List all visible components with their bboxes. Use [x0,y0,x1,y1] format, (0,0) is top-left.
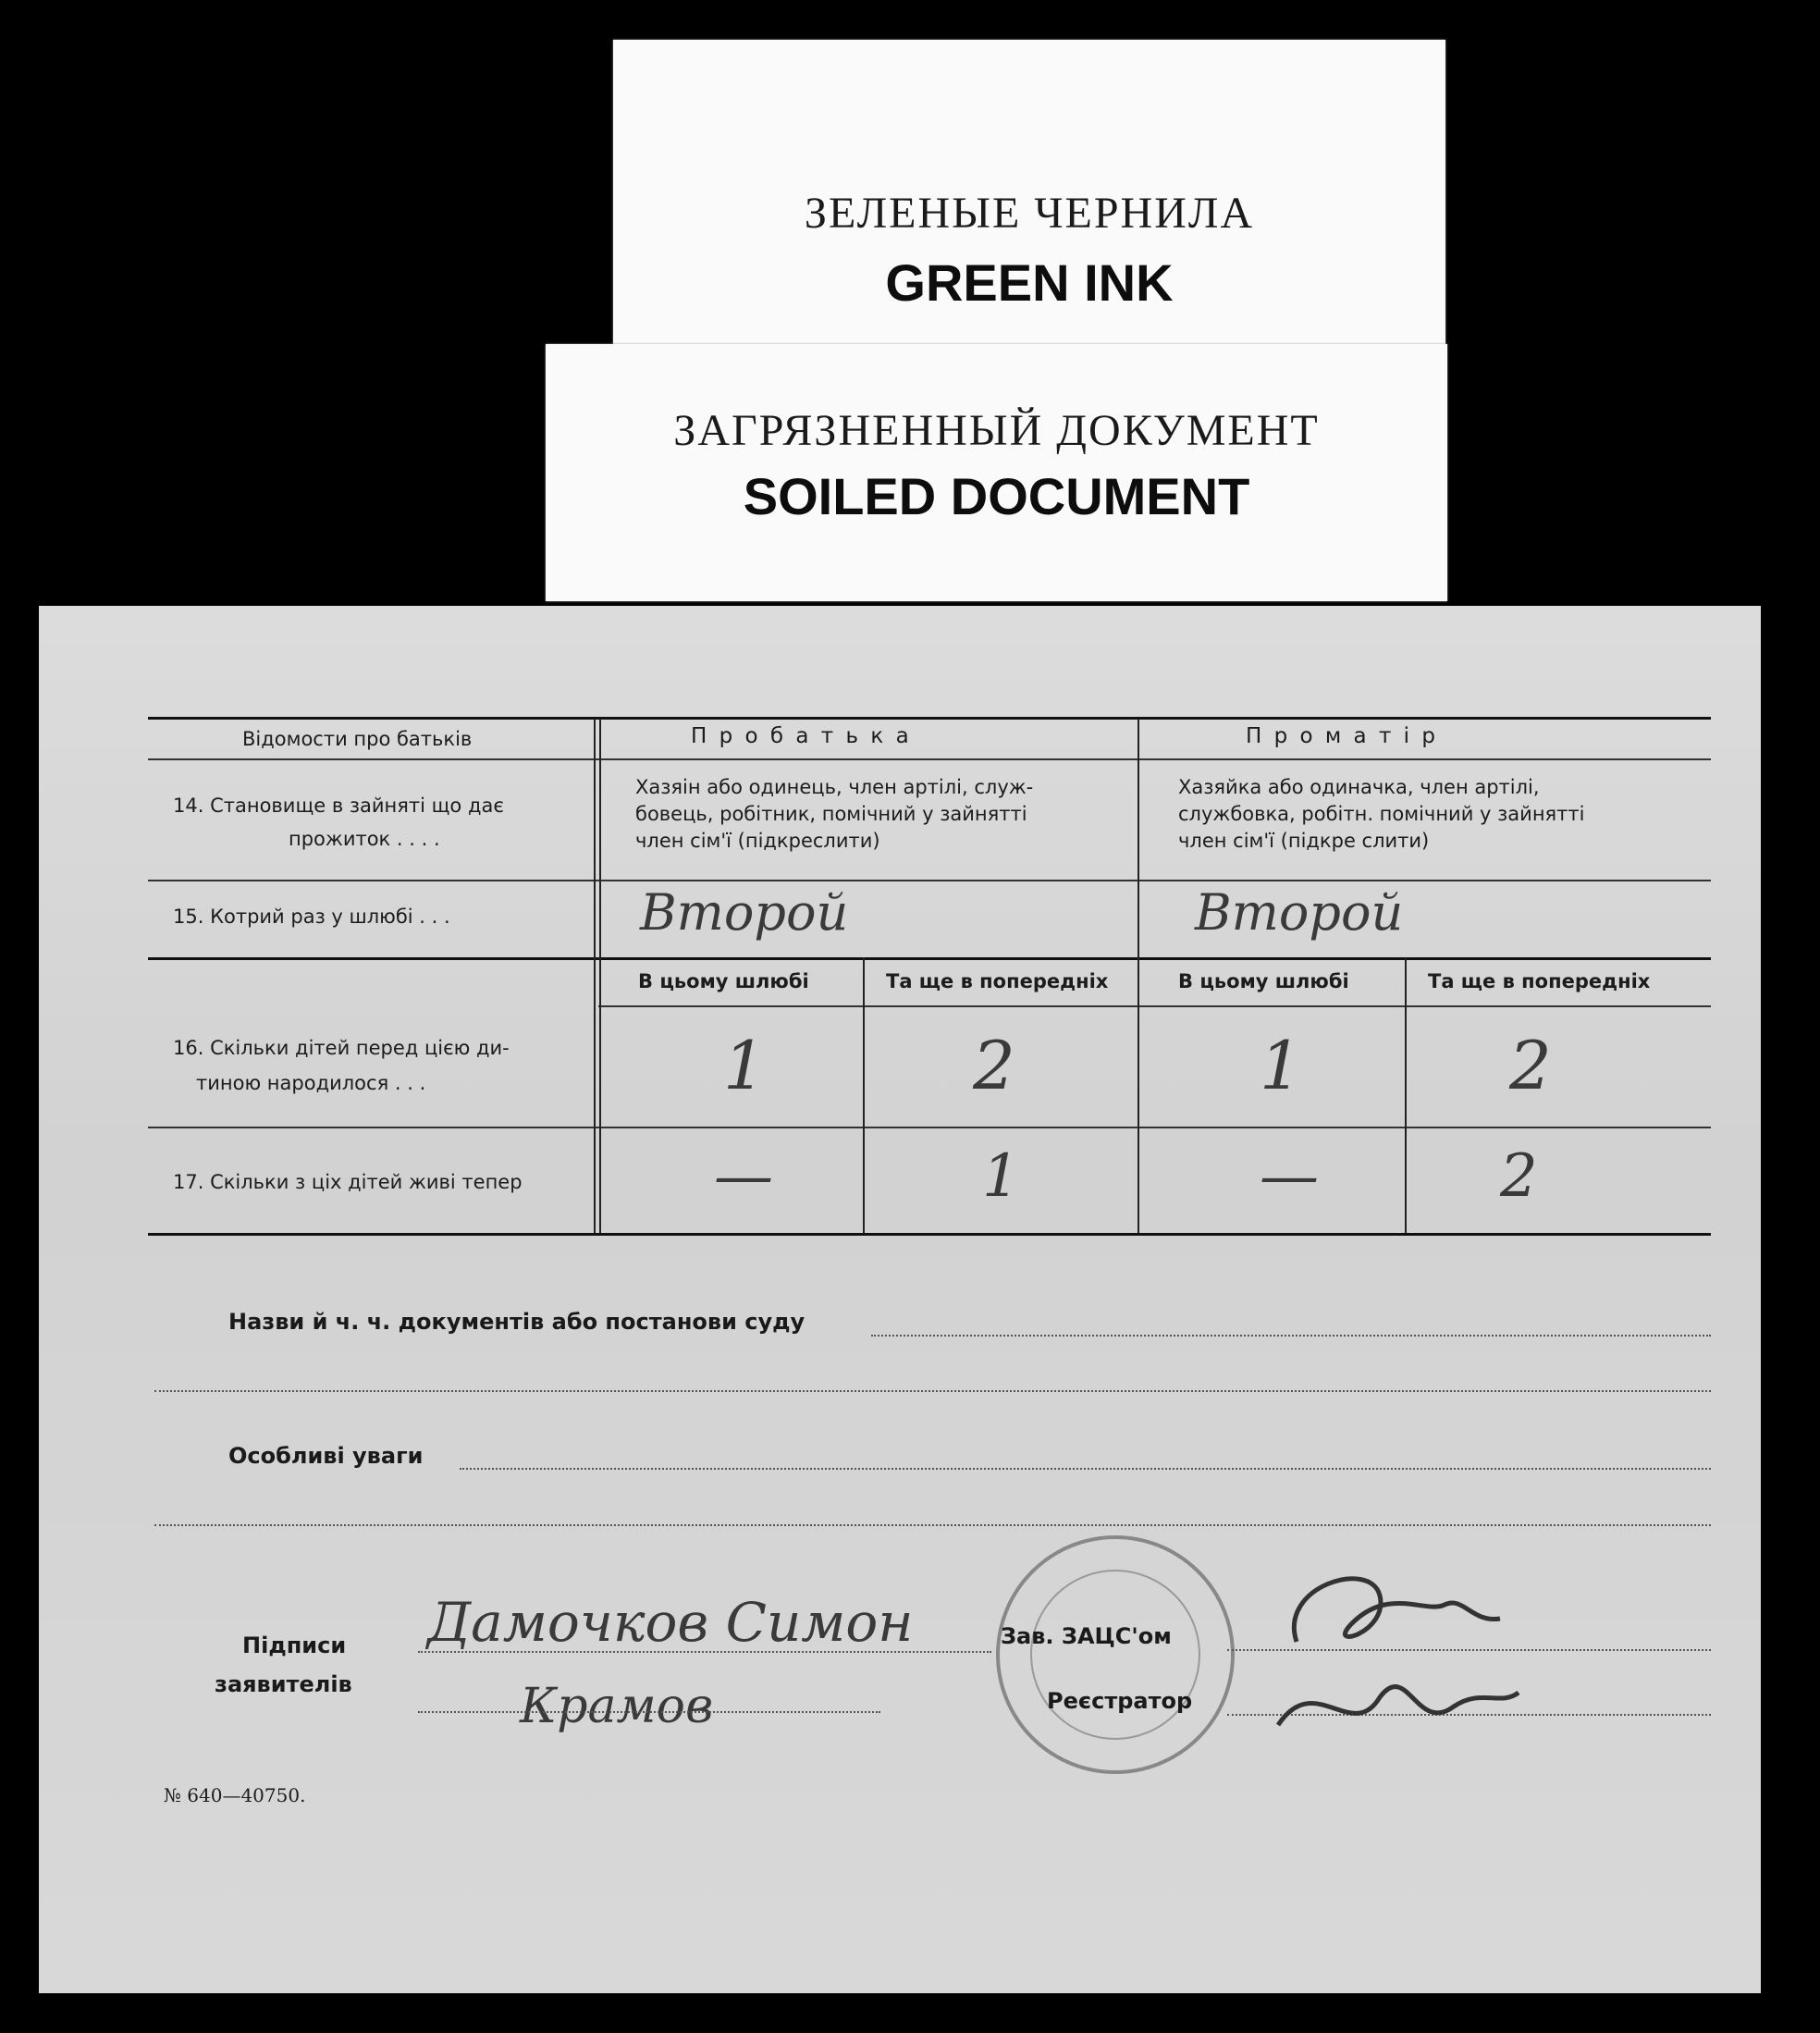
header-rule [148,758,1711,760]
row17-mother-this: — [1260,1142,1319,1211]
row15-label: 15. Котрий раз у шлюбі . . . [173,906,450,928]
row16-mother-this: 1 [1260,1027,1302,1104]
row16-father-prev: 2 [973,1027,1015,1104]
registrar-label: Реєстратор [1047,1688,1193,1714]
signature-2: Крамов [520,1679,714,1734]
official-signatures-drawing [1241,1531,1537,1771]
col-divider-2 [1138,719,1139,1233]
table-top-rule [148,717,1711,720]
head-label: Зав. ЗАЦС'ом [1001,1623,1172,1649]
row14-label-line2: прожиток . . . . [289,828,440,850]
signature-line-1 [418,1651,991,1653]
row17-label: 17. Скільки з ціх дітей живі тепер [173,1171,523,1193]
row15-father-value: Второй [640,883,849,942]
form-number: № 640—40750. [164,1784,306,1806]
green-ink-label-ru: ЗЕЛЕНЫЕ ЧЕРНИЛА [804,189,1255,238]
soiled-document-label-ru: ЗАГРЯЗНЕННЫЙ ДОКУМЕНТ [673,406,1320,455]
row14-father-line2: бовець, робітник, помічний у зайнятті [635,803,1027,825]
notes-label: Особливі уваги [228,1443,424,1469]
row14-mother-line3: член сім'ї (підкре слити) [1178,830,1430,852]
subheader-father-prev: Та ще в попередніх [886,970,1109,992]
row14-father-line1: Хазяін або одинець, член артілі, служ- [635,776,1034,798]
row15-mother-value: Второй [1195,883,1404,942]
col-divider-1b [599,719,601,1233]
signature-1: Дамочков Симон [427,1591,914,1654]
notes-line-2 [154,1524,1711,1526]
subheader-mother-prev: Та ще в попередніх [1428,970,1651,992]
signatures-label-1: Підписи [242,1633,347,1658]
row14-mother-line2: службовка, робітн. помічний у зайнятті [1178,803,1585,825]
subheader-mother-this: В цьому шлюбі [1178,970,1349,992]
row17-mother-prev: 2 [1500,1142,1538,1211]
document-sheet [39,606,1761,1993]
row16-rule [148,1127,1711,1128]
signatures-label-2: заявителів [215,1671,352,1697]
green-ink-label-en: GREEN INK [885,253,1174,312]
subheader-father-this: В цьому шлюбі [638,970,809,992]
col-divider-father [863,957,865,1233]
row14-mother-line1: Хазяйка або одиначка, член артілі, [1178,776,1540,798]
row14-label-line1: 14. Становище в зайняті що дає [173,795,504,817]
documents-line-2 [154,1390,1711,1392]
header-info: Відомости про батьків [242,728,473,750]
row16-label-line2: тиною народилося . . . [196,1072,426,1094]
header-father: П р о б а т ь к а [691,724,912,748]
subheader-rule [598,1005,1711,1007]
row16-label-line1: 16. Скільки дітей перед цією ди- [173,1037,510,1059]
row14-rule [148,880,1711,881]
row16-father-this: 1 [723,1027,766,1104]
header-mother: П р о м а т і р [1246,724,1438,748]
col-divider-mother [1405,957,1407,1233]
row15-rule [148,957,1711,960]
row17-father-prev: 1 [982,1142,1020,1211]
row16-mother-prev: 2 [1509,1027,1552,1104]
row17-father-this: — [714,1142,773,1211]
row14-father-line3: член сім'ї (підкреслити) [635,830,880,852]
signature-line-2 [418,1711,880,1713]
documents-line-1 [871,1335,1711,1337]
official-stamp [996,1535,1235,1774]
col-divider-1 [594,719,596,1233]
notes-line-1 [460,1468,1711,1470]
soiled-document-label-card [546,344,1447,601]
soiled-document-label-en: SOILED DOCUMENT [743,467,1250,525]
table-bottom-rule [148,1233,1711,1236]
documents-label: Назви й ч. ч. документів або постанови суду [228,1309,805,1335]
